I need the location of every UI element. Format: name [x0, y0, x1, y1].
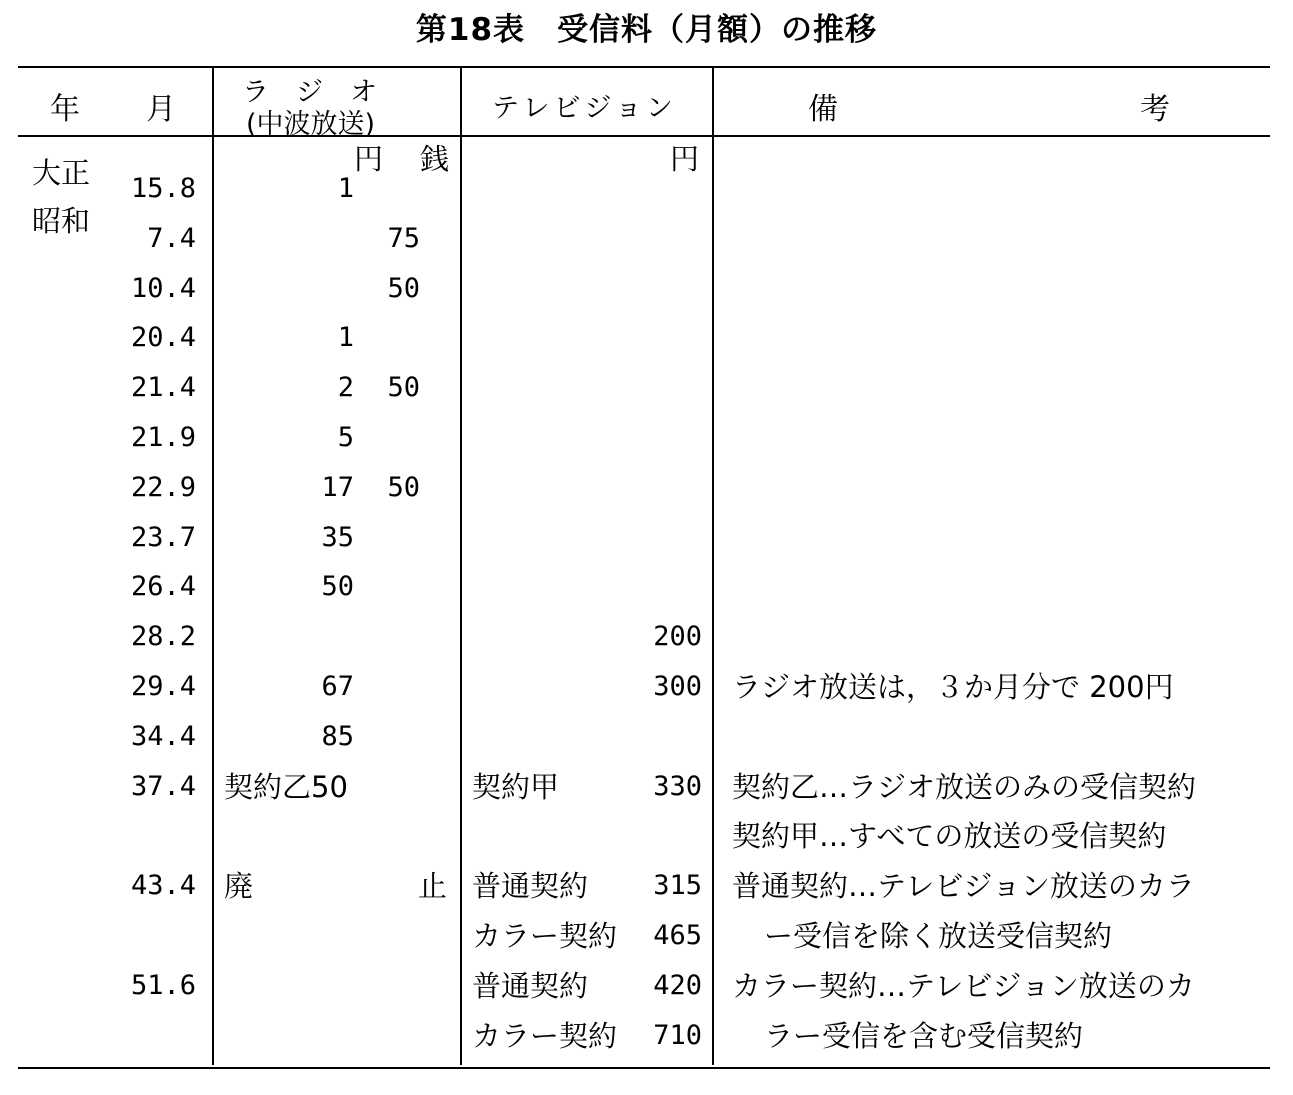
radio-sen-value: 50 [387, 471, 420, 503]
tv-value: 420 [653, 969, 702, 1001]
tv-value: 330 [653, 770, 702, 802]
header-month: 月 [146, 92, 176, 127]
remarks-text: ー受信を除く放送受信契約 [764, 919, 1113, 953]
tv-contract-label: カラー契約 [472, 1018, 618, 1053]
row-date: 10.4 [130, 272, 196, 304]
row-date: 21.4 [130, 372, 196, 404]
tv-value: 465 [653, 920, 702, 951]
remarks-text: ラー受信を含む受信契約 [764, 1018, 1084, 1053]
column-divider-tv [460, 68, 462, 1065]
remarks-text: カラー契約…テレビジョン放送のカ [732, 968, 1195, 1003]
header-radio-line2: (中波放送) [246, 109, 376, 140]
row-date: 22.9 [130, 471, 196, 503]
header-tv: テレビジョン [492, 93, 677, 124]
table-top-rule [18, 66, 1270, 68]
radio-yen-value: 17 [321, 471, 354, 503]
row-date: 28.2 [130, 621, 196, 653]
row-date: 29.4 [130, 671, 196, 702]
header-radio-line1: ラ ジ オ [242, 77, 377, 108]
unit-radio-sen: 銭 [420, 142, 450, 176]
tv-value: 300 [653, 671, 702, 702]
radio-sen-value: 50 [387, 372, 420, 404]
radio-sen-value: 50 [387, 272, 420, 304]
remarks-text: ラジオ放送は，３か月分で 200円 [732, 670, 1174, 704]
table-bottom-rule [18, 1067, 1270, 1069]
header-remarks-2: 考 [1140, 92, 1170, 127]
remarks-text: 契約乙…ラジオ放送のみの受信契約 [732, 769, 1197, 804]
row-date: 15.8 [130, 173, 196, 204]
radio-note-right: 止 [418, 869, 448, 904]
radio-yen-value: 5 [337, 422, 354, 453]
unit-radio-yen: 円 [354, 142, 384, 176]
tv-value: 710 [653, 1019, 702, 1051]
radio-note: 廃 [224, 869, 254, 904]
row-date: 34.4 [130, 720, 196, 752]
row-date: 51.6 [130, 969, 196, 1001]
tv-contract-label: 普通契約 [472, 869, 589, 904]
remarks-text: 契約甲…すべての放送の受信契約 [732, 819, 1167, 854]
tv-contract-label: 契約甲 [472, 769, 560, 804]
column-divider-radio [212, 68, 214, 1065]
header-bottom-rule [18, 135, 1270, 137]
radio-sen-value: 75 [387, 222, 420, 254]
tv-contract-label: カラー契約 [472, 919, 618, 953]
radio-yen-value: 1 [337, 173, 354, 204]
tv-contract-label: 普通契約 [472, 968, 589, 1003]
radio-yen-value: 2 [337, 372, 354, 404]
row-date: 20.4 [130, 322, 196, 354]
row-date: 26.4 [130, 571, 196, 603]
row-date: 43.4 [130, 870, 196, 902]
radio-yen-value: 1 [337, 322, 354, 354]
tv-value: 315 [653, 870, 702, 902]
column-divider-remarks [712, 68, 714, 1065]
radio-yen-value: 85 [321, 720, 354, 752]
header-remarks-1: 備 [808, 92, 838, 127]
radio-yen-value: 35 [321, 521, 354, 553]
row-date: 37.4 [130, 770, 196, 802]
row-date: 23.7 [130, 521, 196, 553]
tv-value: 200 [653, 621, 702, 653]
radio-yen-value: 50 [321, 571, 354, 603]
remarks-text: 普通契約…テレビジョン放送のカラ [732, 869, 1195, 904]
radio-note: 契約乙50 [224, 769, 348, 804]
row-date: 21.9 [130, 422, 196, 453]
era-showa: 昭和 [32, 204, 91, 238]
row-date: 7.4 [147, 222, 196, 254]
era-taisho: 大正 [32, 156, 91, 190]
page-title: 第18表 受信料（月額）の推移 [415, 12, 878, 48]
unit-tv-yen: 円 [670, 142, 700, 176]
radio-yen-value: 67 [321, 671, 354, 702]
header-year: 年 [50, 92, 80, 127]
